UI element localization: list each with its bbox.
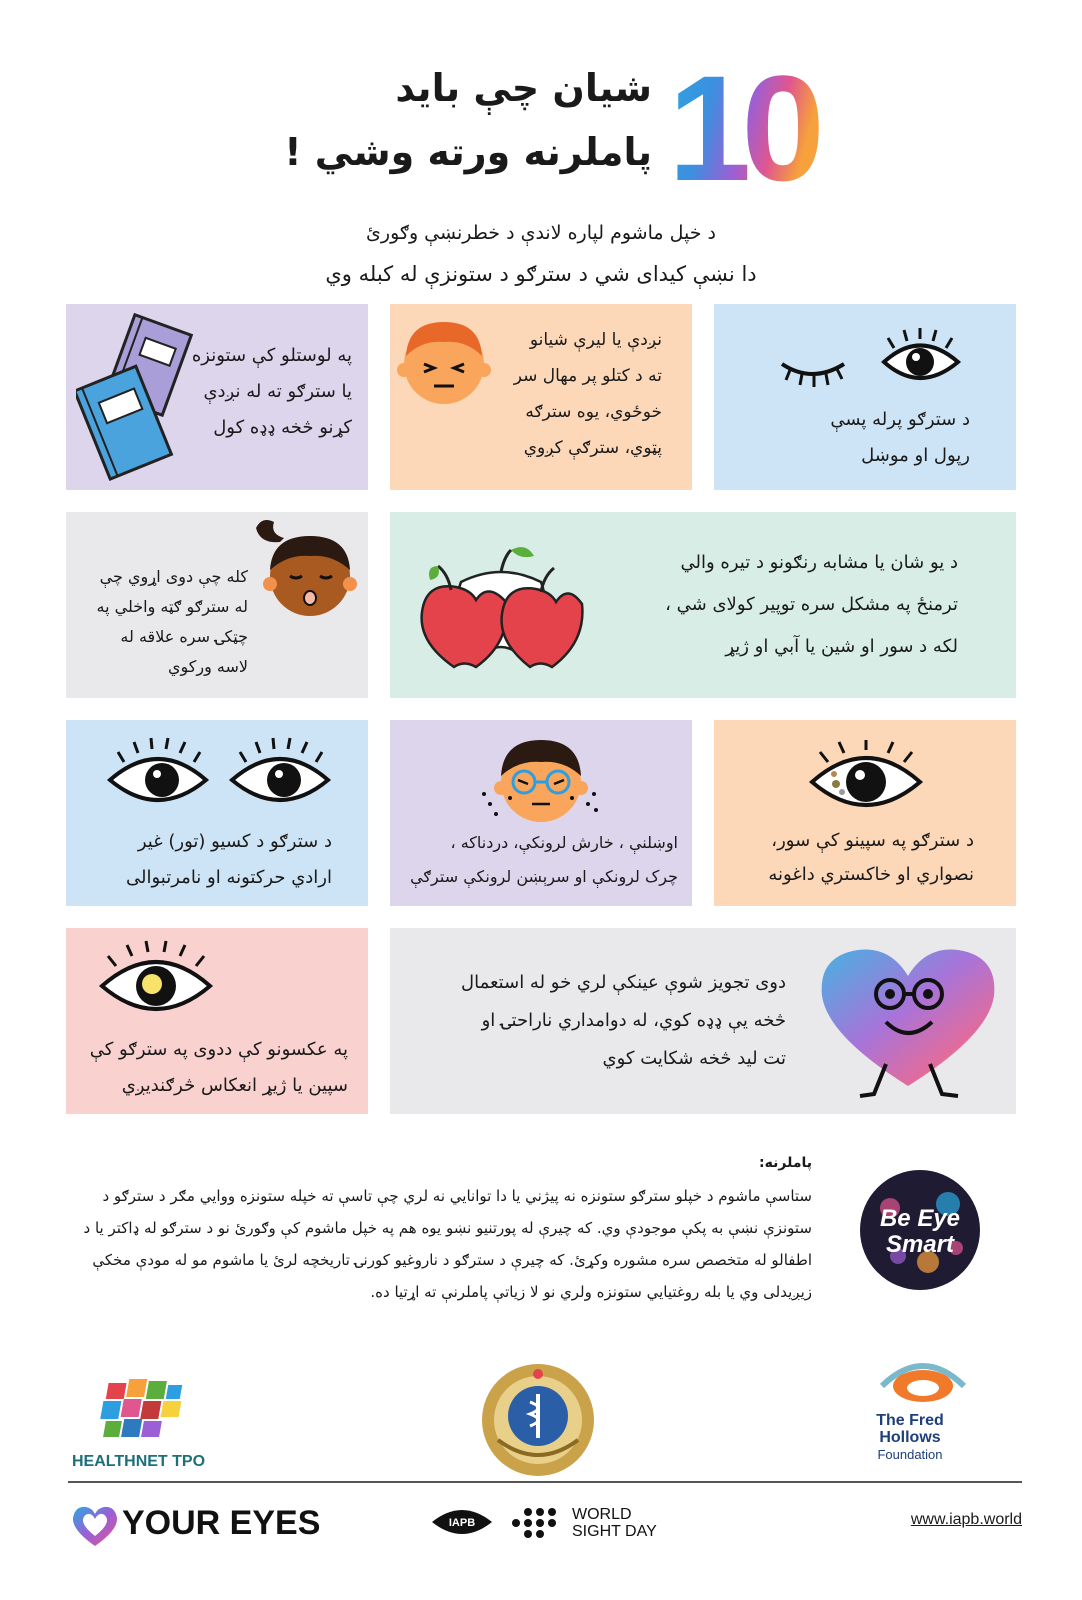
note-title: پاملرنه: [759,1155,812,1171]
number-ten-graphic [668,62,843,192]
card-text-line: پټوي، سترګې کږوي [523,438,662,458]
your-eyes-label: YOUR EYES [122,1504,321,1542]
card-squinting [390,304,692,490]
card-text-line: ترمنځ په مشکل سره توپیر کولای شي ، [665,594,958,615]
card-text-line: لکه د سور او شین یا آبي او ژیړ [725,636,958,657]
card-blinking [714,304,1016,490]
be-eye-smart-logo [858,1168,982,1292]
svg-text:10: 10 [668,62,815,192]
card-text-line: خوځوي، یوه سترګه [525,402,662,422]
healthnet-label: HEALTHNET TPO [72,1453,206,1470]
svg-text:Smart: Smart [885,1231,955,1258]
books-icon [76,312,196,482]
two-eyes-icon [106,736,336,816]
be-eye-smart-badge-icon [858,1168,982,1292]
world-sight-day-label-1: WORLD [572,1506,632,1523]
card-text-line: له سترګو ګټه واخلي په [96,597,248,616]
fred-hollows-label-2: Hollows [879,1429,941,1446]
card-text-line: نږدې یا لیرې شیانو [529,330,662,350]
squinting-face-icon [396,312,492,412]
fred-hollows-label-3: Foundation [877,1447,943,1462]
title-line-1: شیان چې باید [395,66,652,110]
svg-text:Be Eye: Be Eye [879,1205,961,1232]
card-text-line: سپین یا ژیړ انعکاس څرګندیږي [121,1075,348,1096]
tired-girl-face-icon [240,514,360,624]
card-text-line: کله چې دوی اړوي چې [99,567,248,586]
spotted-eye-icon [806,740,926,820]
card-color-distinction [390,512,1016,698]
healthnet-tpo-logo [72,1375,232,1475]
card-text-line: اوښلنې ، خارش لرونکې، دردناکه ، [450,833,678,852]
website-link[interactable]: www.iapb.world [910,1511,1022,1528]
intro-line-2: دا نښې کیدای شي د سترګو د ستونزې له کبله وي [325,262,757,286]
card-text-line: چټکۍ سره علاقه له [120,627,248,646]
footer-divider [68,1481,1022,1483]
card-text-line: ته د کتلو پر مهال سر [513,366,662,386]
card-white-reflection [66,928,368,1114]
card-eye-spots [714,720,1016,906]
note-body: ستاسې ماشوم د خپلو سترګو ستونزه نه پیژني یا دا توانایي نه لري چې تاسې ته خپله ستونزه ووايي مګر د سترګو د ستونزې نښې به پکې موجودې وي. که چیرې له پورتنیو نښو یوه هم په خپل ماشوم کې وګورئ نو د سترګو له ډاکتر یا د اطفالو له متخصص سره مشوره وکړئ. که چیرې د سترګو د ناروغیو کورنۍ تاریخچه لرئ یا ماشوم مو له مودې مخکې زیږیدلی وي یا بله روغتیایي ستونزه ولري نو لا زیاتې پاملرنې ته اړتیا ده. [83,1187,812,1301]
heart-icon [70,1504,120,1548]
intro-line-1: د خپل ماشوم لپاره لاندې د خطرنښې وګورئ [366,222,716,244]
card-itchy-eyes [390,720,692,906]
card-text-line: رپول او موښل [861,445,970,466]
card-text-line: څخه یې ډډه کوي، له دوامداري ناراحتۍ او [481,1010,786,1031]
card-text-line: په عکسونو کې ددوی په سترګو کې [89,1039,348,1060]
boy-glasses-face-icon [476,724,606,828]
fred-hollows-label-1: The Fred [876,1412,944,1429]
card-glasses-avoidance [390,928,1016,1114]
card-text-line: چرک لرونکې او سرېښن لرونکې سترګې [410,867,678,886]
card-text-line: دوی تجویز شوې عینکې لري خو له استعمال [461,972,786,993]
card-losing-interest [66,512,368,698]
iapb-logo [430,1504,500,1544]
card-text-line: په لوستلو کې ستونزه [191,345,352,366]
iapb-eye-icon [430,1504,494,1540]
world-sight-day-logo [510,1504,670,1544]
card-text-line: د سترګو د کسیو (تور) غیر [137,831,332,852]
world-sight-day-label-2: SIGHT DAY [572,1523,657,1540]
apples-icon [416,542,586,672]
card-text-line: د سترګو په سپینو کې سور، [771,830,974,851]
ministry-seal-logo [478,1360,598,1480]
card-text-line: کړنو څخه ډډه کول [213,417,352,438]
fred-hollows-eye-icon [878,1356,968,1406]
card-text-line: نصواري او خاکستري داغونه [768,864,974,885]
card-text-line: تت لید څخه شکایت کوي [602,1048,786,1069]
be-eye-smart-heart-icon [808,936,1008,1106]
wink-eyes-icon [762,324,972,394]
your-eyes-logo [70,1500,330,1548]
reflection-eye-icon [96,940,216,1020]
dots-grid-icon [510,1506,566,1540]
card-reading [66,304,368,490]
card-eye-movement [66,720,368,906]
ministry-seal-icon [478,1360,598,1480]
healthnet-globe-icon [98,1375,198,1447]
svg-text:IAPB: IAPB [448,1517,476,1529]
card-text-line: یا سترګو ته له نږدې [203,381,352,402]
card-text-line: لاسه ورکوي [167,657,248,676]
card-text-line: د سترګو پرله پسې [830,409,970,430]
fred-hollows-logo [860,1356,1000,1476]
card-text-line: ارادي حرکتونه او نامرتبوالی [126,867,332,888]
card-text-line: د یو شان یا مشابه رنګونو د تیره والي [680,552,958,573]
title-line-2: پاملرنه ورته وشي ! [284,130,652,174]
